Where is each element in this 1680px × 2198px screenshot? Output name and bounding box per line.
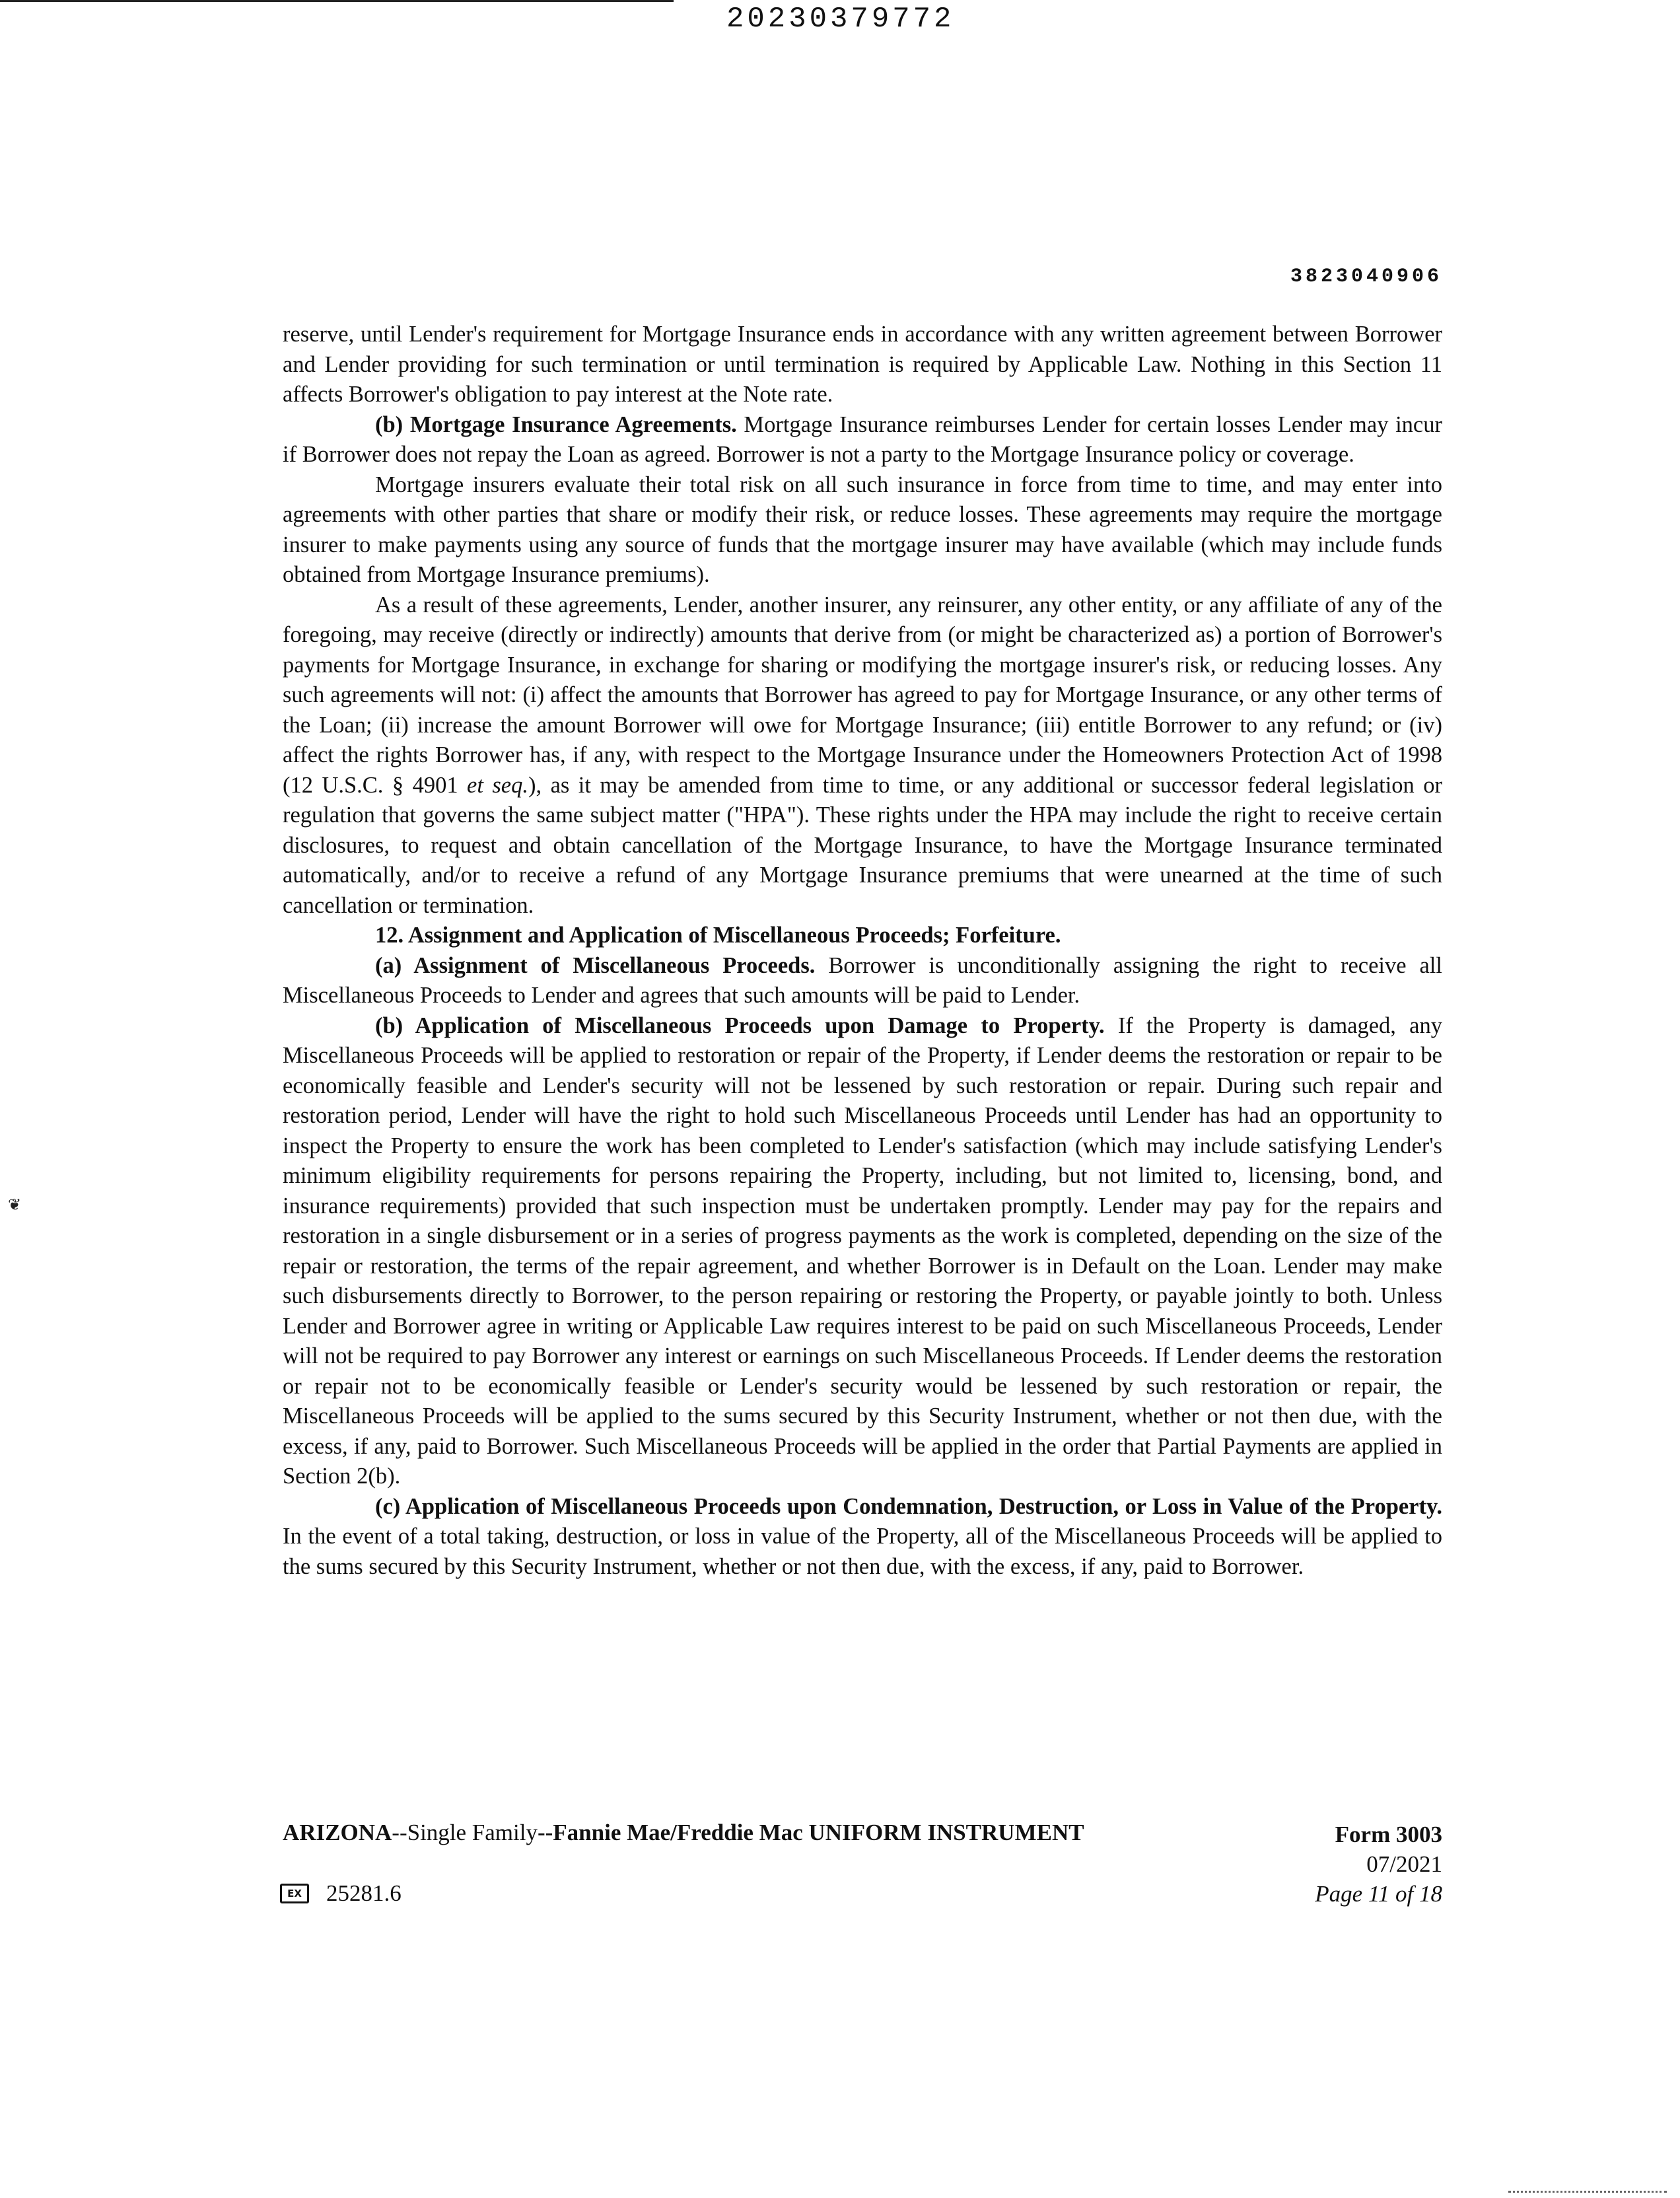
footer-separator: -- — [537, 1820, 553, 1845]
section-heading-12: 12. Assignment and Application of Miscellaneous Proceeds; Forfeiture. — [375, 923, 1061, 948]
paragraph-assignment — [283, 951, 1442, 1011]
margin-mark-icon: ❦ — [8, 1195, 22, 1214]
footer-form-number: Form 3003 — [1335, 1822, 1442, 1847]
section-heading-12b: (b) Application of Miscellaneous Proceeds upon Damage to Property. — [375, 1012, 1105, 1038]
paragraph-text: Borrower is unconditionally assigning the right to receive all Miscellaneous Proceeds to Lender and agrees that such amounts will be paid to Lender. — [283, 952, 1442, 1008]
footer-family: Single Family — [407, 1820, 538, 1845]
footer-instrument-line — [283, 1820, 1442, 1846]
ex-logo-icon: EX — [280, 1884, 309, 1903]
paragraph-damage-to-property — [283, 1011, 1442, 1492]
paragraph-mortgage-insurers: Mortgage insurers evaluate their total risk on all such insurance in force from time to time, and may enter into agreements with other parties that share or modify their risk, or reduce losses. These agreements may require the mortgage insurer to make payments using any source of funds that the mortgage insurer may have available (which may include funds obtained from Mortgage Insurance premiums). — [283, 472, 1442, 587]
paragraph-mi-agreements — [283, 410, 1442, 470]
paragraph-text: If the Property is damaged, any Miscellaneous Proceeds will be applied to restoration or repair of the Property, if Lender deems the restoration or repair to be economically feasible and Lender's security will not be lessened by such restoration or repair. During such repair and restoration period, Lender will have the right to hold such Miscellaneous Proceeds until Lender has had an opportunity to inspect the Property to ensure the work has been completed to Lender's satisfaction (which may include satisfying Lender's minimum eligibility requirements for persons repairing the Property, including, but not limited to, licensing, bond, and insurance requirements) provided that such inspection must be undertaken promptly. Lender may pay for the repairs and restoration in a single disbursement or in a series of progress payments as the work is completed, depending on the size of the repair or restoration, the terms of the repair agreement, and whether Borrower is in Default on the Loan. Lender may make such disbursements directly to Borrower, to the person repairing or restoring the Property, or payable jointly to both. Unless Lender and Borrower agree in writing or Applicable Law requires interest to be paid on such Miscellaneous Proceeds, Lender will not be required to pay Borrower any interest or earnings on such Miscellaneous Proceeds. If Lender deems the restoration or repair not to be economically feasible or Lender's security would be lessened by such restoration or repair, the Miscellaneous Proceeds will be applied to the sums secured by this Security Instrument, whether or not then due, with the excess, if any, paid to Borrower. Such Miscellaneous Proceeds will be applied in the order that Partial Payments are applied in Section 2(b). — [283, 1012, 1442, 1489]
paragraph-hpa — [283, 590, 1442, 921]
paragraph-reserve: reserve, until Lender's requirement for Mortgage Insurance ends in accordance with any written agreement between Borrower and Lender providing for such termination or until termination is required by Applicable Law. Nothing in this Section 11 affects Borrower's obligation to pay interest at the Note rate. — [283, 322, 1442, 407]
section-heading-12c: (c) Application of Miscellaneous Proceeds upon Condemnation, Destruction, or Loss in Value of the Property. — [375, 1493, 1442, 1519]
paragraph-text: In the event of a total taking, destruction, or loss in value of the Property, all of the Miscellaneous Proceeds will be applied to the sums secured by this Security Instrument, whether or not then due, with the excess, if any, paid to Borrower. — [283, 1524, 1442, 1579]
italic-et-seq: et seq. — [467, 772, 528, 798]
paragraph-condemnation — [283, 1492, 1442, 1582]
paragraph-text: Mortgage Insurance reimburses Lender for certain losses Lender may incur if Borrower does not repay the Loan as agreed. Borrower is not a party to the Mortgage Insurance policy or coverage. — [283, 411, 1442, 467]
footer-doc-code-row — [280, 1880, 402, 1907]
document-body — [283, 320, 1442, 1582]
footer-separator: -- — [392, 1820, 407, 1845]
loan-number: 3823040906 — [1290, 266, 1442, 288]
footer-state: ARIZONA — [283, 1820, 392, 1845]
recording-number: 20230379772 — [726, 3, 955, 36]
paragraph-text: As a result of these agreements, Lender, another insurer, any reinsurer, any other entity, or any affiliate of any of the foregoing, may receive (directly or indirectly) amounts that derive from (or might be characterized as) a portion of Borrower's payments for Mortgage Insurance, in exchange for sharing or modifying the mortgage insurer's risk, or reducing losses. Any such agreements will not: (i) affect the amounts that Borrower has agreed to pay for Mortgage Insurance, or any other terms of the Loan; (ii) increase the amount Borrower will owe for Mortgage Insurance; (iii) entitle Borrower to any refund; or (iv) affect the rights Borrower has, if any, with respect to the Mortgage Insurance under the Homeowners Protection Act of 1998 (12 U.S.C. § 4901 — [283, 592, 1442, 798]
section-heading-11b: (b) Mortgage Insurance Agreements. — [375, 411, 737, 437]
section-heading-12a: (a) Assignment of Miscellaneous Proceeds. — [375, 952, 816, 978]
top-rule — [0, 0, 674, 2]
footer-page-number: Page 11 of 18 — [1315, 1881, 1442, 1907]
scan-artifact-dots — [1508, 2187, 1667, 2193]
paragraph-text: ), as it may be amended from time to time, or any additional or successor federal legislation or regulation that governs the same subject matter ("HPA"). These rights under the HPA may include the right to receive certain disclosures, to request and obtain cancellation of the Mortgage Insurance, to have the Mortgage Insurance terminated automatically, and/or to receive a refund of any Mortgage Insurance premiums that were unearned at the time of such cancellation or termination. — [283, 772, 1442, 918]
footer-form-date: 07/2021 — [1366, 1851, 1442, 1877]
footer-instrument: Fannie Mae/Freddie Mac UNIFORM INSTRUMENT — [553, 1820, 1084, 1845]
footer-doc-code: 25281.6 — [326, 1880, 402, 1906]
footer-form-block — [1315, 1820, 1442, 1909]
